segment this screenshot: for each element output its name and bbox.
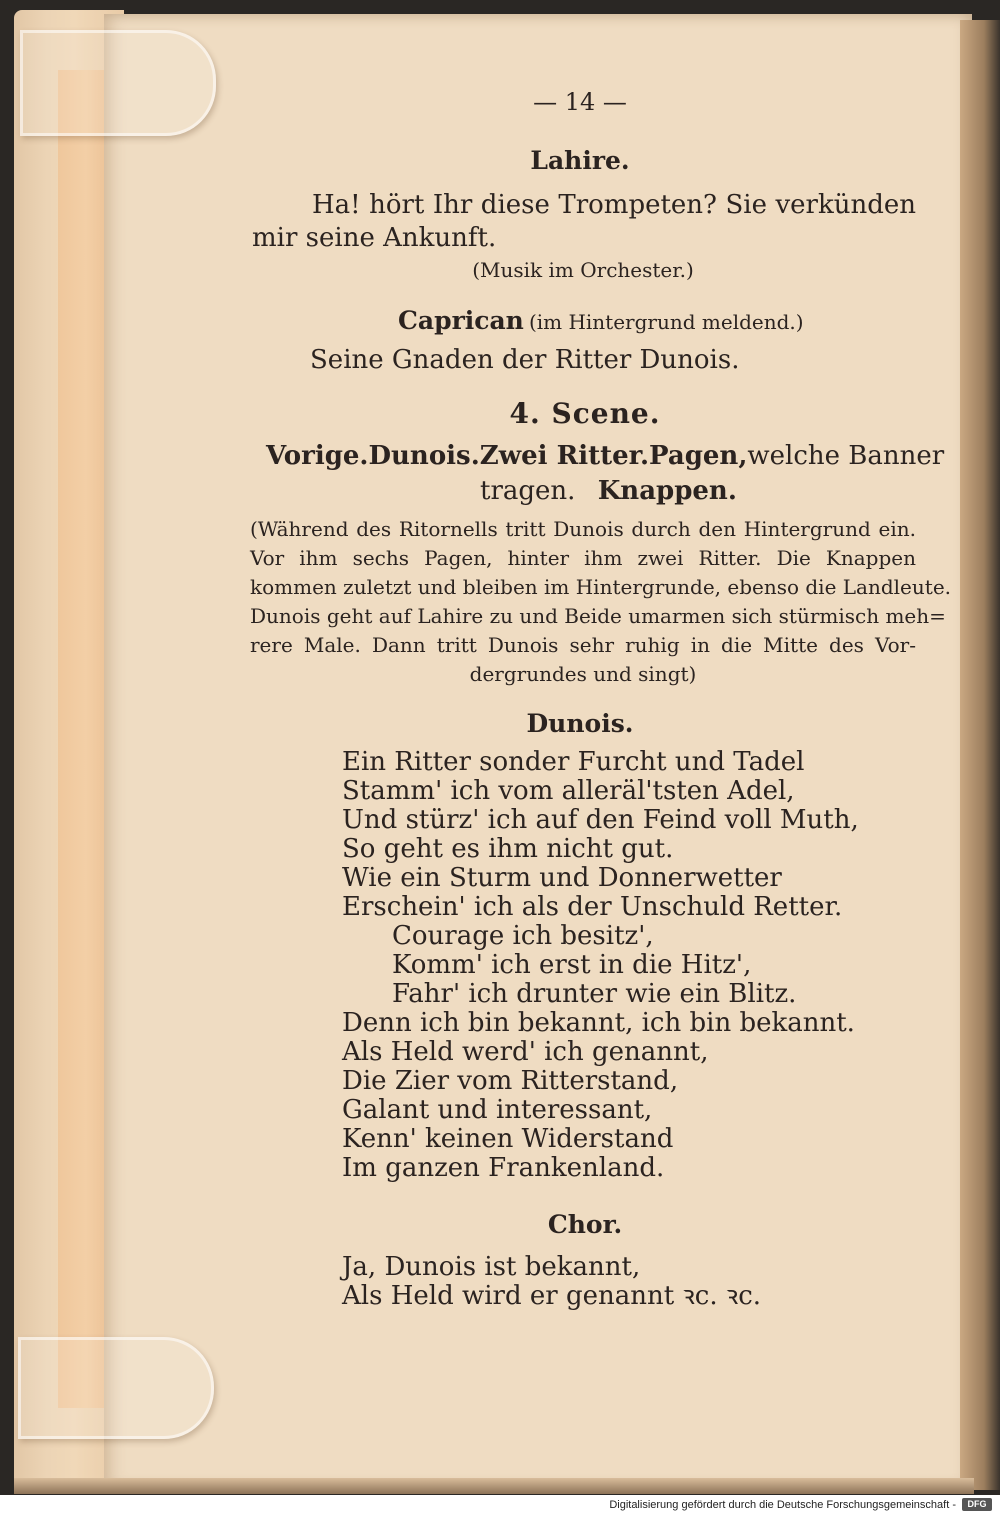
stage-direction-line-3: kommen zuletzt und bleiben im Hintergrunde, ebenso die Landleute. [250,575,952,599]
verse-line: Und stürz' ich auf den Feind voll Muth, [342,805,859,835]
scene-title: 4. Scene. [509,397,661,430]
verse-line: Ein Ritter sonder Furcht und Tadel [342,747,805,777]
dfg-logo: DFG [962,1498,992,1511]
verse-line: Wie ein Sturm und Donnerwetter [342,863,782,893]
cast-knappen: Knappen. [597,476,737,506]
verse-line: So geht es ihm nicht gut. [342,834,674,864]
verse-line: Ja, Dunois ist bekannt, [342,1252,641,1282]
verse-line: Im ganzen Frankenland. [342,1153,665,1183]
lahire-line-2: mir seine Ankunft. [252,223,497,253]
verse-line: Courage ich besitz', [392,921,654,951]
stage-direction-line-6: dergrundes und singt) [469,662,697,686]
lahire-line-1: Ha! hört Ihr diese Trompeten? Sie verkünden [312,190,916,220]
verse-line: Denn ich bin bekannt, ich bin bekannt. [342,1008,855,1038]
scene-cast-line-1 [266,441,945,471]
caprican-heading [398,306,804,335]
cast-dunois: Dunois. [368,441,480,471]
cast-zwei-ritter: Zwei Ritter. [479,441,649,471]
caprican-direction: (im Hintergrund meldend.) [528,310,804,334]
verse-line: Erschein' ich als der Unschuld Retter. [342,892,843,922]
cast-vorige: Vorige. [266,441,369,471]
verse-line: Als Held wird er genannt ꝛc. ꝛc. [342,1281,762,1311]
page-clip-top [20,30,216,136]
cast-banner-text: welche Banner [747,441,945,471]
verse-line: Als Held werd' ich genannt, [342,1037,709,1067]
speaker-caprican: Caprican [398,306,524,335]
speaker-lahire: Lahire. [530,146,630,175]
book-right-edge [960,20,1000,1490]
verse-line: Galant und interessant, [342,1095,653,1125]
stage-direction-line-4: Dunois geht auf Lahire zu und Beide umarmen sich stürmisch meh= [250,604,946,628]
stage-direction-music: (Musik im Orchester.) [472,258,694,282]
footer-credit: Digitalisierung gefördert durch die Deutsche Forschungsgemeinschaft - [609,1499,956,1511]
cast-tragen: tragen. [480,476,576,506]
page-clip-bottom [18,1337,214,1439]
verse-line: Kenn' keinen Widerstand [342,1124,674,1154]
scene-cast-line-2 [480,476,737,506]
footer-bar [0,1495,1000,1515]
page-number: — 14 — [533,88,627,116]
verse-line: Stamm' ich vom alleräl'tsten Adel, [342,776,795,806]
verse-line: Die Zier vom Ritterstand, [342,1066,679,1096]
speaker-dunois: Dunois. [526,709,634,738]
stage-direction-line-1: (Während des Ritornells tritt Dunois durch den Hintergrund ein. [250,517,916,541]
book-bottom-edge [14,1478,974,1494]
speaker-chor: Chor. [547,1210,623,1239]
stage-direction-line-2: Vor ihm sechs Pagen, hinter ihm zwei Ritter. Die Knappen [250,546,916,570]
cast-pagen: Pagen, [649,441,748,471]
caprican-line: Seine Gnaden der Ritter Dunois. [310,345,740,375]
stage-direction-line-5: rere Male. Dann tritt Dunois sehr ruhig in die Mitte des Vor- [250,633,916,657]
verse-line: Komm' ich erst in die Hitz', [392,950,752,980]
verse-line: Fahr' ich drunter wie ein Blitz. [392,979,797,1009]
